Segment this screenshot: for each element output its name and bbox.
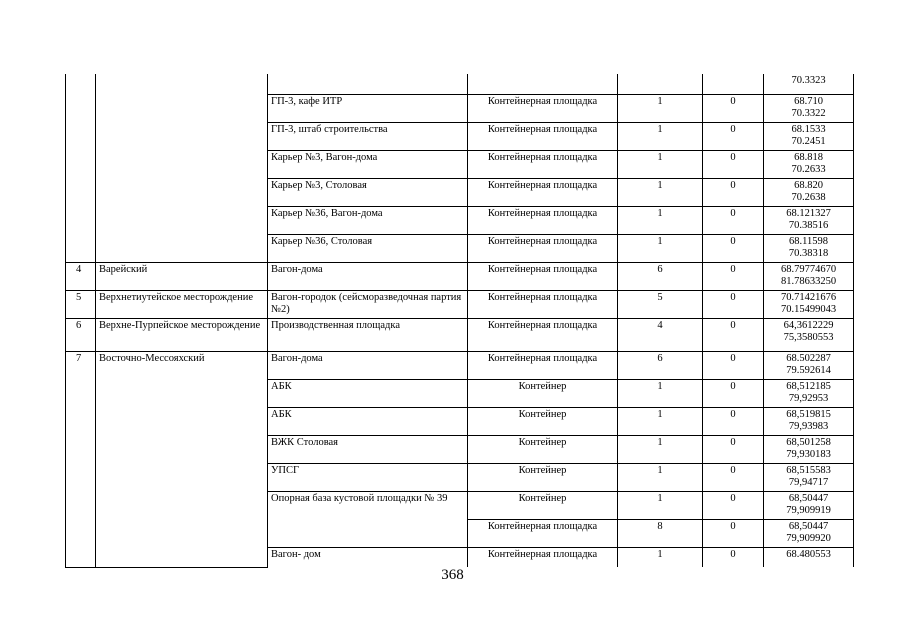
zero-cell: 0 [703,463,764,491]
field-name-cell [96,74,268,94]
object-name-cell: Производственная площадка [268,318,468,351]
row-number-cell [66,435,96,463]
table-row [66,234,854,262]
table-row [66,94,854,122]
object-name-cell [268,74,468,94]
latitude-value: 68.11598 [789,235,828,247]
object-name-cell: Карьер №3, Столовая [268,178,468,206]
field-name-cell [96,463,268,491]
container-type-cell: Контейнер [468,407,618,435]
table-row [66,262,854,290]
count-cell: 1 [618,463,703,491]
zero-cell [703,74,764,94]
container-type-cell [468,74,618,94]
coordinates-cell [764,351,854,379]
container-type-cell: Контейнерная площадка [468,94,618,122]
count-cell: 6 [618,262,703,290]
zero-cell: 0 [703,547,764,567]
field-name-cell: Верхнетиутейское месторождение [96,290,268,318]
latitude-value: 68,512185 [786,380,831,392]
object-name-cell: Карьер №3, Вагон-дома [268,150,468,178]
coordinates-cell [764,262,854,290]
field-name-cell: Варейский [96,262,268,290]
field-name-cell [96,547,268,567]
object-name-cell: Карьер №36, Вагон-дома [268,206,468,234]
count-cell: 1 [618,547,703,567]
zero-cell: 0 [703,290,764,318]
row-number-cell: 6 [66,318,96,351]
field-name-cell [96,122,268,150]
zero-cell: 0 [703,262,764,290]
coordinates-cell [764,234,854,262]
field-name-cell [96,234,268,262]
count-cell: 8 [618,519,703,547]
row-number-cell [66,74,96,94]
field-name-cell: Восточно-Мессояхский [96,351,268,379]
field-name-cell: Верхне-Пурпейское месторождение [96,318,268,351]
table-row [66,206,854,234]
table-row [66,290,854,318]
coordinates-cell [764,178,854,206]
latitude-value: 68,515583 [786,464,831,476]
longitude-value: 79,909919 [786,505,831,516]
object-name-cell: Вагон- дом [268,547,468,567]
row-number-cell [66,491,96,519]
page-number: 368 [441,567,464,583]
container-type-cell: Контейнер [468,379,618,407]
field-name-cell [96,150,268,178]
zero-cell: 0 [703,234,764,262]
count-cell: 1 [618,379,703,407]
coordinates-cell [764,547,854,567]
table-row [66,407,854,435]
count-cell: 1 [618,206,703,234]
longitude-value: 79.592614 [786,365,831,376]
longitude-value: 81.78633250 [780,276,837,287]
object-name-cell: ГП-3, кафе ИТР [268,94,468,122]
container-type-cell: Контейнерная площадка [468,290,618,318]
latitude-value: 68,501258 [786,436,831,448]
latitude-value: 68,519815 [786,408,831,420]
table-row [66,122,854,150]
coordinates-cell [764,206,854,234]
count-cell [618,74,703,94]
longitude-value: 70.3322 [791,108,826,119]
latitude-value: 68.818 [794,151,823,163]
longitude-value: 79,93983 [788,421,829,432]
object-name-cell: Опорная база кустовой площадки № 39 [268,491,468,519]
coordinates-cell [764,290,854,318]
latitude-value: 68.502287 [786,352,831,364]
count-cell: 6 [618,351,703,379]
field-name-cell [96,206,268,234]
container-type-cell: Контейнерная площадка [468,262,618,290]
row-number-cell [66,178,96,206]
count-cell: 1 [618,407,703,435]
object-name-cell: ГП-3, штаб строительства [268,122,468,150]
latitude-value: 64,3612229 [783,319,834,331]
longitude-value: 70.15499043 [780,304,837,315]
table-row [66,463,854,491]
container-type-cell: Контейнерная площадка [468,351,618,379]
coordinates-cell [764,74,854,94]
row-number-cell [66,407,96,435]
zero-cell: 0 [703,491,764,519]
table-body [66,74,854,567]
latitude-value: 68.710 [794,95,823,107]
object-name-cell: ВЖК Столовая [268,435,468,463]
table-row [66,519,854,547]
coordinates-cell [764,94,854,122]
count-cell: 1 [618,234,703,262]
longitude-value: 70.3323 [791,75,826,86]
row-number-cell [66,206,96,234]
count-cell: 1 [618,435,703,463]
object-name-cell: Вагон-дома [268,351,468,379]
row-number-cell: 5 [66,290,96,318]
zero-cell: 0 [703,122,764,150]
row-number-cell: 4 [66,262,96,290]
field-name-cell [96,491,268,519]
table-row [66,491,854,519]
coordinates-cell [764,318,854,351]
container-type-cell: Контейнерная площадка [468,206,618,234]
object-name-cell: Вагон-городок (сейсморазведочная партия №2) [268,290,468,318]
count-cell: 4 [618,318,703,351]
field-name-cell [96,379,268,407]
latitude-value: 68,50447 [788,520,829,532]
coordinates-cell [764,519,854,547]
latitude-value: 68.820 [794,179,823,191]
field-name-cell [96,94,268,122]
zero-cell: 0 [703,94,764,122]
coordinates-cell [764,379,854,407]
object-name-cell: Вагон-дома [268,262,468,290]
coordinates-cell [764,491,854,519]
longitude-value: 79,930183 [786,449,831,460]
row-number-cell [66,122,96,150]
row-number-cell [66,150,96,178]
count-cell: 1 [618,178,703,206]
container-type-cell: Контейнерная площадка [468,234,618,262]
coordinates-cell [764,435,854,463]
longitude-value: 70.2638 [791,192,826,203]
field-name-cell [96,178,268,206]
container-type-cell: Контейнер [468,491,618,519]
table-row [66,351,854,379]
longitude-value: 75,3580553 [783,332,834,343]
table-row [66,178,854,206]
row-number-cell [66,463,96,491]
field-name-cell [96,519,268,547]
longitude-value: 79,94717 [788,477,829,488]
count-cell: 1 [618,94,703,122]
table-row [66,150,854,178]
container-type-cell: Контейнерная площадка [468,178,618,206]
row-number-cell [66,379,96,407]
container-type-cell: Контейнерная площадка [468,122,618,150]
table-row [66,74,854,94]
zero-cell: 0 [703,435,764,463]
container-type-cell: Контейнерная площадка [468,519,618,547]
latitude-value: 68.79774670 [780,263,837,275]
zero-cell: 0 [703,318,764,351]
container-type-cell: Контейнерная площадка [468,547,618,567]
coordinates-cell [764,122,854,150]
latitude-value: 68.1533 [791,123,826,135]
table-row [66,318,854,351]
longitude-value: 79,92953 [788,393,829,404]
zero-cell: 0 [703,178,764,206]
field-name-cell [96,407,268,435]
zero-cell: 0 [703,407,764,435]
table-row [66,379,854,407]
object-name-cell: АБК [268,407,468,435]
object-name-cell: УПСГ [268,463,468,491]
object-name-cell [268,519,468,547]
row-number-cell [66,519,96,547]
zero-cell: 0 [703,206,764,234]
row-number-cell [66,547,96,567]
longitude-value: 79,909920 [786,533,831,544]
latitude-value: 68,50447 [788,492,829,504]
latitude-value: 68.480553 [786,548,831,560]
container-type-cell: Контейнерная площадка [468,150,618,178]
zero-cell: 0 [703,351,764,379]
row-number-cell [66,94,96,122]
latitude-value: 68.121327 [786,207,831,219]
longitude-value: 70.38318 [788,248,829,259]
field-name-cell [96,435,268,463]
zero-cell: 0 [703,519,764,547]
object-name-cell: АБК [268,379,468,407]
container-type-cell: Контейнер [468,463,618,491]
row-number-cell: 7 [66,351,96,379]
latitude-value: 70.71421676 [780,291,837,303]
longitude-value: 70.2633 [791,164,826,175]
longitude-value: 70.38516 [788,220,829,231]
longitude-value: 70.2451 [791,136,826,147]
count-cell: 5 [618,290,703,318]
table-row [66,547,854,567]
waste-sites-table [65,74,854,568]
table-row [66,435,854,463]
count-cell: 1 [618,150,703,178]
coordinates-cell [764,463,854,491]
count-cell: 1 [618,491,703,519]
count-cell: 1 [618,122,703,150]
coordinates-cell [764,150,854,178]
object-name-cell: Карьер №36, Столовая [268,234,468,262]
coordinates-cell [764,407,854,435]
row-number-cell [66,234,96,262]
container-type-cell: Контейнерная площадка [468,318,618,351]
zero-cell: 0 [703,150,764,178]
zero-cell: 0 [703,379,764,407]
container-type-cell: Контейнер [468,435,618,463]
